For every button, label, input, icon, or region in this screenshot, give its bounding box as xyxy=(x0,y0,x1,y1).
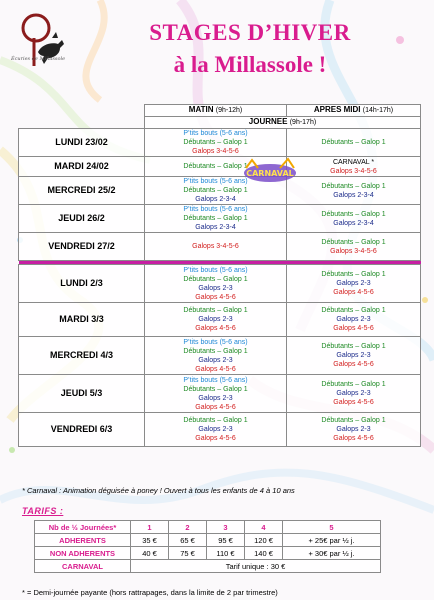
apres-midi-cell xyxy=(287,413,421,447)
logo-text: Écuries de Millassole xyxy=(10,56,66,62)
schedule-day-row xyxy=(19,375,421,413)
activity-label: Débutants – Galop 1 xyxy=(183,385,248,393)
day-label: JEUDI 5/3 xyxy=(19,375,145,413)
carnaval-mask-icon xyxy=(240,156,300,186)
activity-label: Débutants – Galop 1 xyxy=(321,139,386,146)
activity-label: Galops 3-4-5-6 xyxy=(192,243,239,250)
activity-label: Galops 2-3 xyxy=(198,356,233,364)
activity-label: Galops 2-3 xyxy=(336,426,371,433)
activity-label: Galops 2-3-4 xyxy=(333,191,374,199)
tarifs-row-carnaval: CARNAVAL Tarif unique : 30 € xyxy=(35,560,381,573)
day-label: MARDI 24/02 xyxy=(19,157,145,177)
activity-label: Débutants – Galop 1 xyxy=(183,187,248,194)
schedule-day-row xyxy=(19,157,421,177)
tarifs-row-non-adherents: NON ADHERENTS 40 € 75 € 110 € 140 € + 30€ par ½ j. xyxy=(35,547,381,560)
tarifs-header-row: Nb de ½ Journées* 1 2 3 4 5 xyxy=(35,521,381,534)
activity-label: Galops 2-3-4 xyxy=(333,219,374,227)
matin-cell xyxy=(145,205,287,233)
activity-label: Galops 2-3 xyxy=(198,316,233,323)
schedule-day-row xyxy=(19,337,421,375)
activity-label: Débutants – Galop 1 xyxy=(321,271,386,278)
activity-label: Débutants – Galop 1 xyxy=(183,163,248,170)
apres-midi-cell xyxy=(287,177,421,205)
schedule-day-row xyxy=(19,205,421,233)
activity-label: Galops 2-3 xyxy=(336,352,371,359)
tarifs-row-adherents: ADHERENTS 35 € 65 € 95 € 120 € + 25€ par ½ j. xyxy=(35,534,381,547)
activity-label: P’tits bouts (5-6 ans) xyxy=(183,130,248,137)
apres-midi-cell xyxy=(287,375,421,413)
activity-label: Galops 4-5-6 xyxy=(333,361,374,368)
schedule-day-row xyxy=(19,265,421,303)
schedule-day-row xyxy=(19,413,421,447)
activity-label: Galops 2-3 xyxy=(336,280,371,287)
activity-label: Débutants – Galop 1 xyxy=(183,139,248,146)
apres-midi-cell xyxy=(287,233,421,261)
matin-cell xyxy=(145,303,287,337)
activity-label: Débutants – Galop 1 xyxy=(183,215,248,222)
activity-label: Débutants – Galop 1 xyxy=(321,182,386,190)
activity-label: P’tits bouts (5-6 ans) xyxy=(183,338,248,346)
day-label: MERCREDI 25/2 xyxy=(19,177,145,205)
activity-label: Galops 4-5-6 xyxy=(333,399,374,406)
activity-label: Débutants – Galop 1 xyxy=(183,347,248,355)
apres-midi-cell xyxy=(287,303,421,337)
activity-label: Galops 2-3-4 xyxy=(195,224,236,231)
carnaval-note: * Carnaval : Animation déguisée à poney ! Ouvert à tous les enfants de 4 à 10 ans xyxy=(22,486,295,495)
activity-label: Galops 3-4-5-6 xyxy=(192,148,239,155)
col-matin: MATIN (9h-12h) xyxy=(145,105,287,117)
apres-midi-cell xyxy=(287,265,421,303)
activity-label: Galops 2-3 xyxy=(198,394,233,402)
activity-label: Débutants – Galop 1 xyxy=(321,307,386,314)
day-label: JEUDI 26/2 xyxy=(19,205,145,233)
activity-label: Galops 2-3-4 xyxy=(195,196,236,203)
col-apres-midi: APRES MIDI (14h-17h) xyxy=(287,105,421,117)
matin-cell xyxy=(145,337,287,375)
tarifs-table xyxy=(34,520,381,573)
activity-label: Galops 4-5-6 xyxy=(333,289,374,296)
col-journee: JOURNEE (9h-17h) xyxy=(145,117,421,129)
activity-label: Galops 4-5-6 xyxy=(195,403,236,411)
activity-label: Galops 4-5-6 xyxy=(333,325,374,332)
footnote: * = Demi-journée payante (hors rattrapages, dans la limite de 2 par trimestre) xyxy=(22,588,278,597)
schedule-day-row xyxy=(19,177,421,205)
schedule-table xyxy=(18,104,421,447)
activity-label: Galops 2-3 xyxy=(336,316,371,323)
activity-label: P’tits bouts (5-6 ans) xyxy=(183,266,248,274)
day-label: LUNDI 2/3 xyxy=(19,265,145,303)
activity-label: P’tits bouts (5-6 ans) xyxy=(183,178,248,185)
apres-midi-cell xyxy=(287,129,421,157)
activity-label: Galops 4-5-6 xyxy=(195,293,236,301)
activity-label: Galops 4-5-6 xyxy=(195,365,236,373)
schedule-day-row xyxy=(19,303,421,337)
day-label: MARDI 3/3 xyxy=(19,303,145,337)
activity-label: CARNAVAL * xyxy=(332,158,375,166)
activity-label: Débutants – Galop 1 xyxy=(183,275,248,283)
matin-cell xyxy=(145,265,287,303)
apres-midi-cell xyxy=(287,157,421,177)
matin-cell xyxy=(145,413,287,447)
schedule-day-row xyxy=(19,129,421,157)
activity-label: Galops 2-3 xyxy=(198,284,233,292)
matin-cell xyxy=(145,129,287,157)
activity-label: Débutants – Galop 1 xyxy=(321,238,386,246)
schedule-header-row xyxy=(19,105,421,117)
activity-label: Galops 4-5-6 xyxy=(195,325,236,332)
apres-midi-cell xyxy=(287,337,421,375)
activity-label: Débutants – Galop 1 xyxy=(183,307,248,314)
activity-label: Débutants – Galop 1 xyxy=(321,417,386,424)
activity-label: Galops 2-3 xyxy=(198,426,233,433)
tarifs-title: TARIFS : xyxy=(22,506,64,516)
activity-label: Galops 3-4-5-6 xyxy=(330,167,377,175)
matin-cell xyxy=(145,233,287,261)
activity-label: Débutants – Galop 1 xyxy=(321,343,386,350)
carnaval-badge-text: CARNAVAL xyxy=(246,169,294,178)
activity-label: Débutants – Galop 1 xyxy=(183,417,248,424)
activity-label: P’tits bouts (5-6 ans) xyxy=(183,376,248,384)
activity-label: Débutants – Galop 1 xyxy=(321,381,386,388)
activity-label: P’tits bouts (5-6 ans) xyxy=(183,206,248,213)
day-label: VENDREDI 27/2 xyxy=(19,233,145,261)
activity-label: Galops 2-3 xyxy=(336,390,371,397)
activity-label: Galops 4-5-6 xyxy=(195,435,236,442)
matin-cell xyxy=(145,375,287,413)
activity-label: Galops 3-4-5-6 xyxy=(330,247,377,255)
page-title: STAGES D’HIVER xyxy=(149,20,351,45)
activity-label: Débutants – Galop 1 xyxy=(321,210,386,218)
day-label: MERCREDI 4/3 xyxy=(19,337,145,375)
schedule-day-row xyxy=(19,233,421,261)
schedule-journee-row xyxy=(19,117,421,129)
activity-label: Galops 4-5-6 xyxy=(333,435,374,442)
day-label: LUNDI 23/02 xyxy=(19,129,145,157)
day-label: VENDREDI 6/3 xyxy=(19,413,145,447)
page-subtitle: à la Millassole ! xyxy=(173,52,327,77)
apres-midi-cell xyxy=(287,205,421,233)
